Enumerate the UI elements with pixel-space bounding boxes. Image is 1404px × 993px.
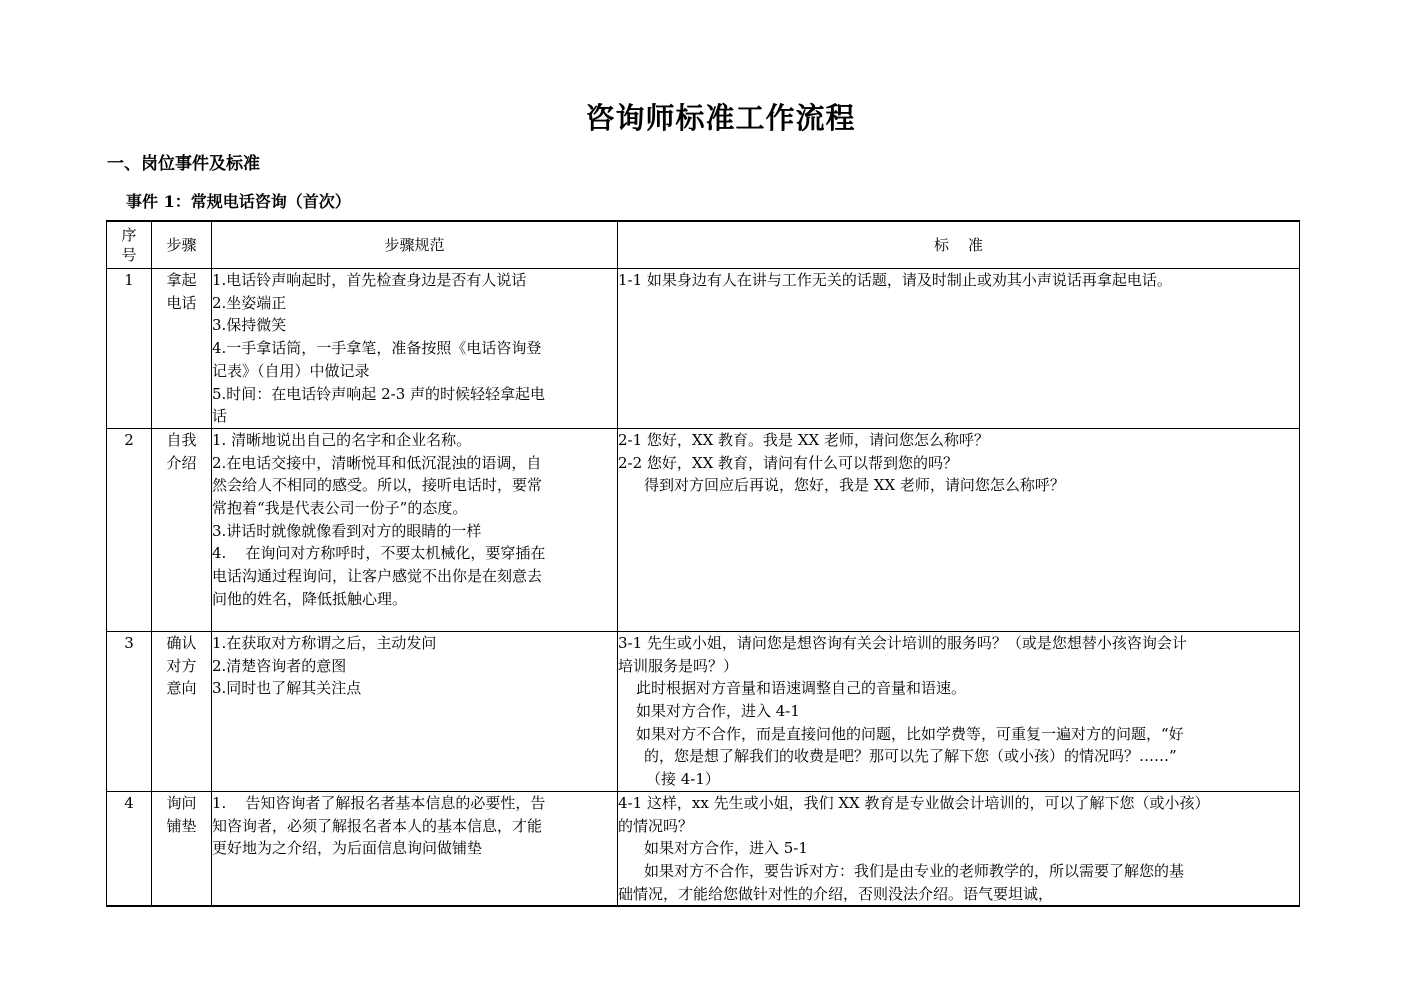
spec-line: 1.在获取对方称谓之后，主动发问: [212, 633, 437, 652]
spec-line: 1. 告知咨询者了解报名者基本信息的必要性，告: [212, 793, 546, 812]
step-line: 对方: [166, 656, 197, 675]
row-spec: [212, 428, 618, 631]
spec-line: 更好地为之介绍，为后面信息询问做铺垫: [212, 839, 483, 858]
section-heading: 一、岗位事件及标准: [107, 154, 260, 174]
step-line: 自我: [166, 430, 197, 449]
standard-line: 如果对方不合作，要告诉对方：我们是由专业的老师教学的，所以需要了解您的基: [644, 861, 1185, 880]
standard-line: 1-1 如果身边有人在讲与工作无关的话题，请及时制止或劝其小声说话再拿起电话。: [618, 271, 1172, 289]
spec-line: 4.一手拿话筒，一手拿笔，准备按照《电话咨询登: [212, 339, 542, 358]
row-seq: 2: [107, 428, 152, 631]
row-spec: [212, 631, 618, 791]
step-line: 询问: [166, 793, 197, 812]
spec-line: 2.坐姿端正: [212, 293, 287, 312]
spec-line: 话: [212, 407, 228, 426]
table-row: [107, 269, 1300, 429]
step-line: 铺垫: [166, 816, 197, 835]
standard-line: 如果对方合作，进入 5-1: [644, 839, 808, 858]
table-row: [107, 791, 1300, 906]
standard-line: 4-1 这样，xx 先生或小姐，我们 XX 教育是专业做会计培训的，可以了解下您（或小孩）: [618, 793, 1210, 812]
spec-line: 3.讲话时就像就像看到对方的眼睛的一样: [212, 521, 482, 540]
step-line: 介绍: [166, 453, 197, 472]
spec-line: 知咨询者，必须了解报名者本人的基本信息，才能: [212, 816, 543, 835]
step-line: 电话: [166, 293, 197, 312]
standard-line: 此时根据对方音量和语速调整自己的音量和语速。: [636, 679, 967, 698]
row-spec: [212, 791, 618, 906]
standard-line: 的情况吗？: [618, 816, 694, 835]
header-standard: 标 准: [618, 221, 1300, 269]
spec-line: 3.保持微笑: [212, 316, 287, 335]
standard-line: （接 4-1）: [646, 770, 720, 789]
standard-line: 3-1 先生或小姐，请问您是想咨询有关会计培训的服务吗？（或是您想替小孩咨询会计: [618, 633, 1187, 652]
spec-line: 记表》（自用）中做记录: [212, 361, 370, 380]
table-row: [107, 631, 1300, 791]
workflow-table: [106, 220, 1300, 907]
header-spec: 步骤规范: [212, 221, 618, 269]
spec-line: 3.同时也了解其关注点: [212, 679, 362, 698]
standard-line: 2-1 您好，XX 教育。我是 XX 老师，请问您怎么称呼？: [618, 430, 989, 449]
spec-line: 问他的姓名，降低抵触心理。: [212, 589, 408, 608]
row-standard: [618, 791, 1300, 906]
row-step: [152, 791, 212, 906]
table-row: [107, 428, 1300, 631]
standard-line: 2-2 您好，XX 教育，请问有什么可以帮到您的吗？: [618, 453, 959, 472]
spec-line: 2.在电话交接中，清晰悦耳和低沉混浊的语调，自: [212, 453, 542, 472]
standard-line: 如果对方不合作，而是直接问他的问题，比如学费等，可重复一遍对方的问题，“好: [636, 724, 1184, 743]
header-seq-line: 号: [121, 246, 137, 264]
header-seq-line: 序: [121, 226, 137, 244]
standard-line: 的，您是想了解我们的收费是吧？那可以先了解下您（或小孩）的情况吗？……”: [644, 747, 1177, 766]
spec-line: 1. 清晰地说出自己的名字和企业名称。: [212, 430, 472, 449]
step-line: 拿起: [166, 271, 197, 289]
spec-line: 5.时间：在电话铃声响起 2-3 声的时候轻轻拿起电: [212, 384, 546, 403]
row-standard: [618, 269, 1300, 429]
spec-line: 2.清楚咨询者的意图: [212, 656, 347, 675]
row-seq: 1: [107, 269, 152, 429]
step-line: 确认: [166, 633, 197, 652]
page-title: 咨询师标准工作流程: [585, 101, 856, 135]
row-step: [152, 631, 212, 791]
standard-line: 如果对方合作，进入 4-1: [636, 702, 800, 721]
spec-line: 常抱着“我是代表公司一份子”的态度。: [212, 499, 468, 518]
row-seq: 4: [107, 791, 152, 906]
standard-line: 培训服务是吗？）: [618, 656, 739, 675]
spec-line: 4. 在询问对方称呼时，不要太机械化，要穿插在: [212, 544, 546, 563]
row-seq: 3: [107, 631, 152, 791]
spec-line: 1.电话铃声响起时，首先检查身边是否有人说话: [212, 271, 527, 289]
row-spec: [212, 269, 618, 429]
row-step: [152, 269, 212, 429]
row-standard: [618, 428, 1300, 631]
row-step: [152, 428, 212, 631]
step-line: 意向: [166, 679, 197, 698]
spec-line: 电话沟通过程询问，让客户感觉不出你是在刻意去: [212, 567, 543, 586]
table-header-row: [107, 221, 1300, 269]
event-heading: 事件 1：常规电话咨询（首次）: [126, 192, 351, 211]
row-standard: [618, 631, 1300, 791]
spec-line: 然会给人不相同的感受。所以，接听电话时，要常: [212, 476, 543, 495]
header-seq: [107, 221, 152, 269]
standard-line: 得到对方回应后再说，您好，我是 XX 老师，请问您怎么称呼？: [644, 476, 1065, 495]
standard-line: 础情况，才能给您做针对性的介绍，否则没法介绍。语气要坦诚，: [618, 884, 1054, 903]
header-step: 步骤: [152, 221, 212, 269]
